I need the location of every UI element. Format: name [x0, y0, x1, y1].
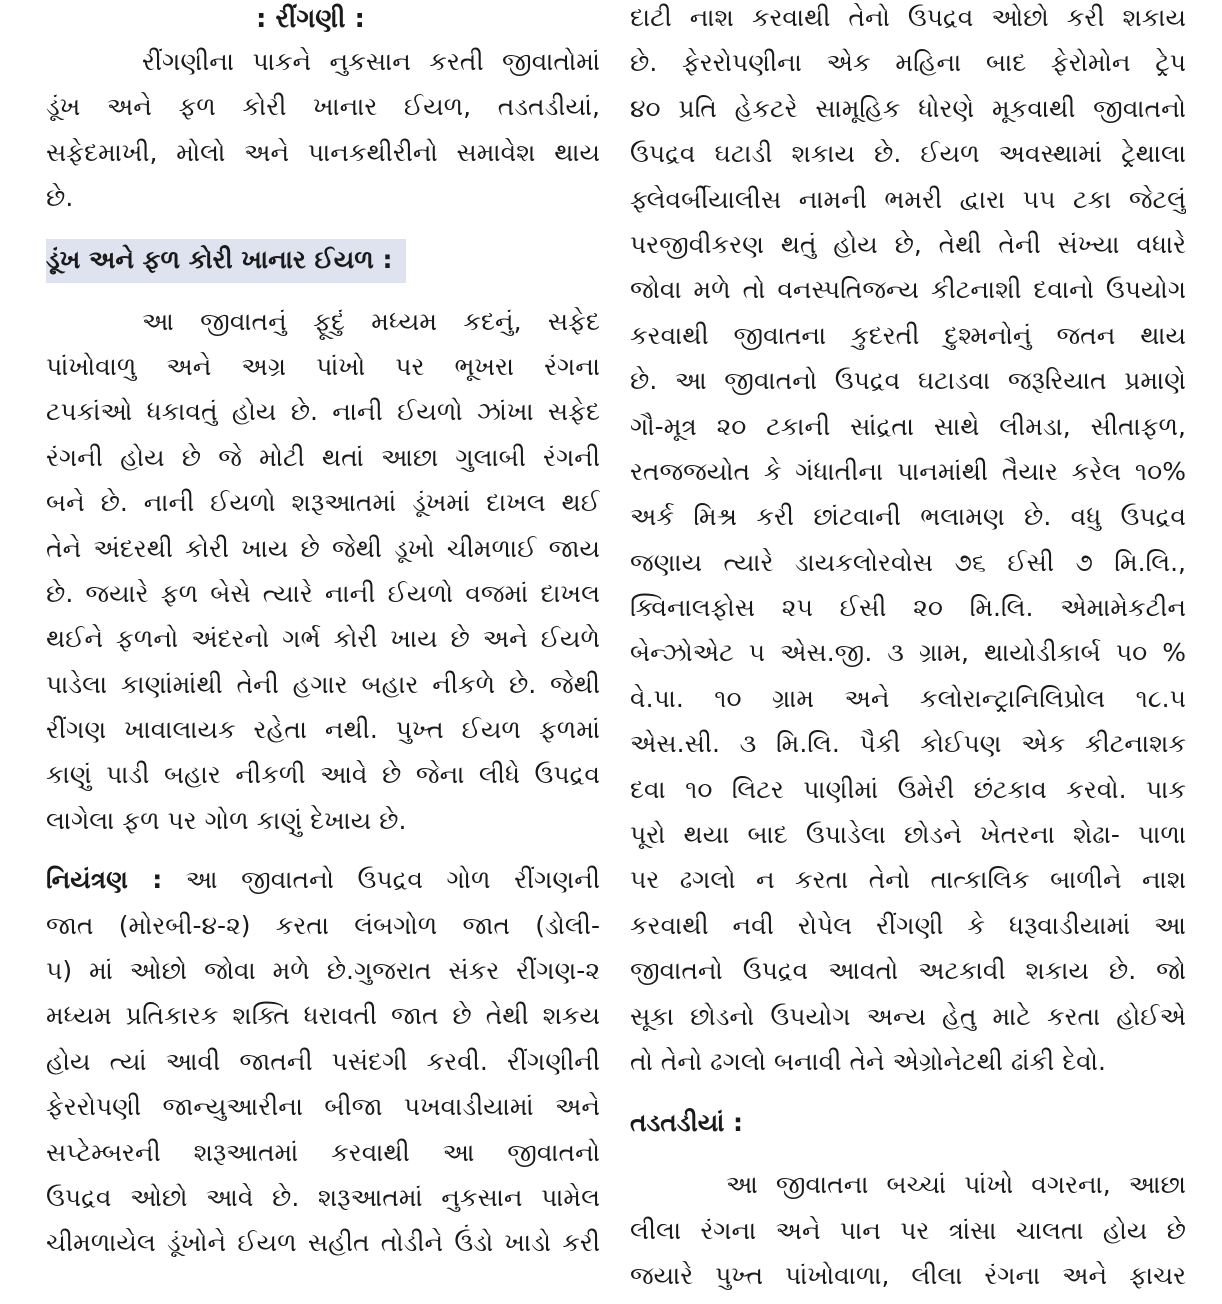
text-line: છે. જયારે ફળ બેસે ત્યારે નાની ઈયળો વજમાં દાખલ: [46, 578, 600, 608]
text-line: દાટી નાશ કરવાથી તેનો ઉપદ્રવ ઓછો કરી શકાય: [630, 3, 1186, 32]
right-column: [630, 0, 1186, 1299]
control-first-line: [46, 857, 600, 902]
pest-subheading: [46, 239, 600, 283]
pest-subheading-text: ડૂંખ અને ફળ કોરી ખાનાર ઈયળ :: [46, 239, 406, 283]
text-line: એસ.સી. ૩ મિ.લિ. પૈકી કોઈપણ એક કીટનાશક: [630, 729, 1186, 759]
text-line: હોય ત્યાં આવી જાતની પસંદગી કરવી. રીંગણીની: [46, 1046, 600, 1076]
control-first-text: આ જીવાતનો ઉપદ્રવ ગોળ રીંગણની: [185, 865, 600, 895]
left-column: [46, 0, 600, 1266]
text-line: બેન્ઝોએટ ૫ એસ.જી. ૩ ગ્રામ, થાયોડીકાર્બ ૫૦ %: [630, 638, 1186, 668]
text-line: તો તેનો ઢગલો બનાવી તેને એગ્રોનેટથી ઢાંકી દેવો.: [630, 1046, 1106, 1076]
text-line: છે. આ જીવાતનો ઉપદ્રવ ઘટાડવા જરૂરિયાત પ્રમાણે: [630, 366, 1186, 396]
control-continued-paragraph: [630, 0, 1186, 1084]
text-line: સફેદમાખી, મોલો અને પાનકથીરીનો સમાવેશ થાય: [46, 137, 600, 167]
text-line: રંગની હોય છે જે મોટી થતાં આછા ગુલાબી રંગની: [46, 442, 600, 472]
text-line: આ જીવાતના બચ્ચાં પાંખો વગરના, આછા: [726, 1170, 1186, 1200]
text-line: પાંખોવાળુ અને અગ્ર પાંખો પર ભૂખરા રંગના: [46, 351, 600, 381]
control-label: નિયંત્રણ :: [46, 865, 163, 895]
text-line: જણાય ત્યારે ડાયકલોરવોસ ૭૬ ઈસી ૭ મિ.લિ.,: [630, 547, 1186, 577]
text-line: ટપકાંઓ ધકાવતું હોય છે. નાની ઈયળો ઝાંખા સફેદ: [46, 397, 600, 427]
text-line: ક્વિનાલફોસ ૨૫ ઈસી ૨૦ મિ.લિ. એમામેકટીન: [630, 593, 1186, 623]
jassid-subheading-text: તડતડીયાં :: [630, 1108, 744, 1138]
text-line: ડૂંખ અને ફળ કોરી ખાનાર ઈયળ, તડતડીયાં,: [46, 92, 600, 122]
pest-description-paragraph: [46, 299, 600, 844]
text-line: ઉપદ્રવ ઓછો આવે છે. શરૂઆતમાં નુકસાન પામેલ: [46, 1182, 600, 1212]
text-line: ફેરરોપણી જાન્યુઆરીના બીજા પખવાડીયામાં અને: [46, 1092, 600, 1122]
text-line: રતજજયોત કે ગંધાતીના પાનમાંથી તૈયાર કરેલ ૧૦%: [630, 456, 1186, 486]
text-line: કરવાથી જીવાતના કુદરતી દુશ્મનોનું જતન થાય: [630, 320, 1186, 350]
intro-paragraph: [46, 38, 600, 221]
text-line: સૂકા છોડનો ઉપયોગ અન્ય હેતુ માટે કરતા હોઈએ: [630, 1001, 1186, 1031]
text-line: લાગેલા ફળ પર ગોળ કાણું દેખાય છે.: [46, 805, 407, 835]
control-paragraph: [46, 857, 600, 1266]
text-line: અર્ક મિશ્ર કરી છાંટવાની ભલામણ છે. વધુ ઉપદ્રવ: [630, 502, 1186, 532]
section-title: : રીંગણી :: [256, 4, 365, 34]
text-line: ચીમળાયેલ ડૂંખોને ઈયળ સહીત તોડીને ઉંડો ખાડો કરી: [46, 1228, 600, 1258]
text-line: ગૌ-મૂત્ર ૨૦ ટકાની સાંદ્રતા સાથે લીમડા, સીતાફળ,: [630, 411, 1186, 441]
text-line: થઈને ફળનો અંદરનો ગર્ભ કોરી ખાય છે અને ઈયળે: [46, 624, 600, 654]
text-line: લીલા રંગના અને પાન પર ત્રાંસા ચાલતા હોય છે: [630, 1215, 1186, 1245]
text-line: રીંગણીના પાકને નુકસાન કરતી જીવાતોમાં: [142, 47, 600, 76]
text-line: જીવાતનો ઉપદ્રવ આવતો અટકાવી શકાય છે. જો: [630, 956, 1186, 986]
text-line: આ જીવાતનું ફૂદું મધ્યમ કદનું, સફેદ: [142, 306, 600, 336]
text-line: ૪૦ પ્રતિ હેકટરે સામૂહિક ધોરણે મૂકવાથી જીવાતનો: [630, 93, 1186, 123]
text-line: ૫) માં ઓછો જોવા મળે છે.ગુજરાત સંકર રીંગણ-૨: [46, 956, 600, 986]
text-line: જયારે પુખ્ત પાંખોવાળા, લીલા રંગના અને ફાચર: [630, 1261, 1186, 1291]
text-line: ઉપદ્રવ ઘટાડી શકાય છે. ઈયળ અવસ્થામાં ટ્રેથાલા: [630, 139, 1186, 169]
text-line: જોવા મળે તો વનસ્પતિજન્ય કીટનાશી દવાનો ઉપયોગ: [630, 275, 1186, 305]
text-line: તેને અંદરથી કોરી ખાય છે જેથી ડૂખો ચીમળાઈ જાય: [46, 533, 600, 563]
text-line: છે. ફેરરોપણીના એક મહિના બાદ ફેરોમોન ટ્રેપ: [630, 48, 1186, 78]
text-line: પૂરો થયા બાદ ઉપાડેલા છોડને ખેતરના શેઢા- પાળા: [630, 820, 1186, 850]
text-line: બને છે. નાની ઈયળો શરૂઆતમાં ડૂંખમાં દાખલ થઈ: [46, 488, 600, 518]
text-line: છે.: [46, 183, 74, 213]
jassid-paragraph: [630, 1162, 1186, 1298]
text-line: વે.પા. ૧૦ ગ્રામ અને કલોરાન્ટ્રાનિલિપ્રોલ ૧૮.૫: [630, 683, 1186, 713]
text-line: ફ્લેવર્બીયાલીસ નામની ભમરી દ્વારા ૫૫ ટકા જેટલું: [630, 184, 1186, 214]
text-line: મધ્યમ પ્રતિકારક શક્તિ ધરાવતી જાત છે તેથી શકય: [46, 1001, 600, 1031]
text-line: પાડેલા કાણાંમાંથી તેની હગાર બહાર નીકળે છે. જેથી: [46, 669, 600, 699]
jassid-subheading: [630, 1104, 1186, 1142]
text-line: જાત (મોરબી-૪-૨) કરતા લંબગોળ જાત (ડોલી-: [46, 910, 600, 940]
text-line: ૫ર ઢગલો ન કરતા તેનો તાત્કાલિક બાળીને નાશ: [630, 865, 1186, 895]
text-line: સપ્ટેમ્બરની શરૂઆતમાં કરવાથી આ જીવાતનો: [46, 1137, 600, 1167]
text-line: રીંગણ ખાવાલાયક રહેતા નથી. પુખ્ત ઈયળ ફળમાં: [46, 715, 600, 745]
text-line: દવા ૧૦ લિટર પાણીમાં ઉમેરી છંટકાવ કરવો. પાક: [630, 774, 1186, 804]
text-line: પરજીવીકરણ થતું હોય છે, તેથી તેની સંખ્યા વધારે: [630, 229, 1186, 259]
text-line: કાણું પાડી બહાર નીકળી આવે છે જેના લીધે ઉપદ્રવ: [46, 760, 600, 790]
text-line: કરવાથી નવી રોપેલ રીંગણી કે ધરૂવાડીયામાં આ: [630, 910, 1186, 940]
